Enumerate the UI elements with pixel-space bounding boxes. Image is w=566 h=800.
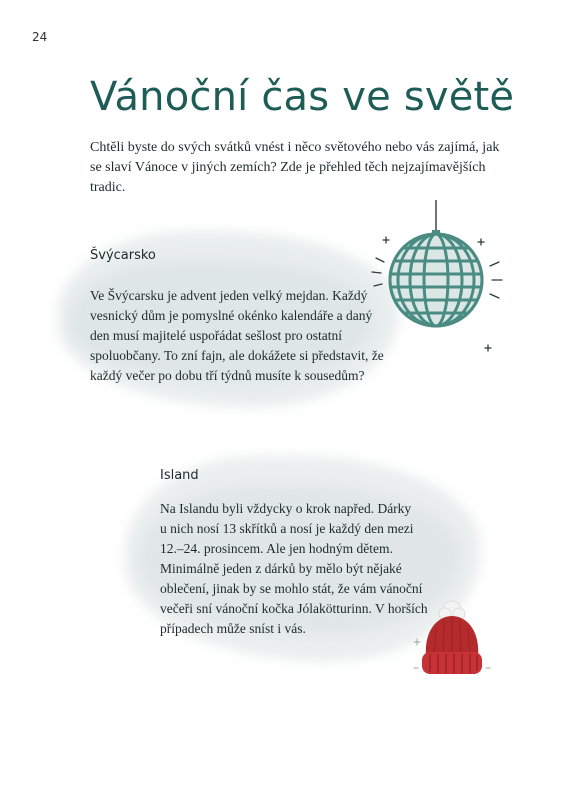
section-body-iceland bbox=[160, 499, 430, 639]
text-line: 12.–24. prosincem. Ale jen hodným dětem. bbox=[160, 541, 393, 556]
section-body-switzerland bbox=[90, 286, 390, 386]
section-heading-iceland: Island bbox=[160, 468, 199, 483]
text-line: případech může sníst i vás. bbox=[160, 621, 306, 636]
text-line: spoluobčany. To zní fajn, ale dokážete si představit, že bbox=[90, 348, 384, 363]
text-line: Na Islandu byli vždycky o krok napřed. Dárky bbox=[160, 501, 412, 516]
text-line: den musí majitelé uspořádat sešlost pro ostatní bbox=[90, 328, 342, 343]
text-line: večeři sní vánoční kočka Jólakötturinn. V horších bbox=[160, 601, 428, 616]
text-line: vesnický dům je pomyslné okénko kalendáře a daný bbox=[90, 308, 373, 323]
text-line: Ve Švýcarsku je advent jeden velký mejdan. Každý bbox=[90, 288, 368, 303]
disco-ball-icon bbox=[368, 198, 508, 358]
section-heading-switzerland: Švýcarsko bbox=[90, 248, 156, 263]
text-line: každý večer po dobu tří týdnů musíte k sousedům? bbox=[90, 368, 365, 383]
page-number: 24 bbox=[32, 30, 48, 44]
winter-hat-icon bbox=[412, 596, 492, 686]
page-title: Vánoční čas ve světě bbox=[90, 74, 515, 120]
intro-paragraph: Chtěli byste do svých svátků vnést i něco světového nebo vás zajímá, jak se slaví Vánoce v jiných zemích? Zde je přehled těch nejzajímavějších tradic. bbox=[90, 140, 500, 195]
text-line: Minimálně jeden z dárků by mělo být nějaké bbox=[160, 561, 402, 576]
text-line: u nich nosí 13 skřítků a nosí je každý den mezi bbox=[160, 521, 414, 536]
text-line: oblečení, jinak by se mohlo stát, že vám vánoční bbox=[160, 581, 423, 596]
